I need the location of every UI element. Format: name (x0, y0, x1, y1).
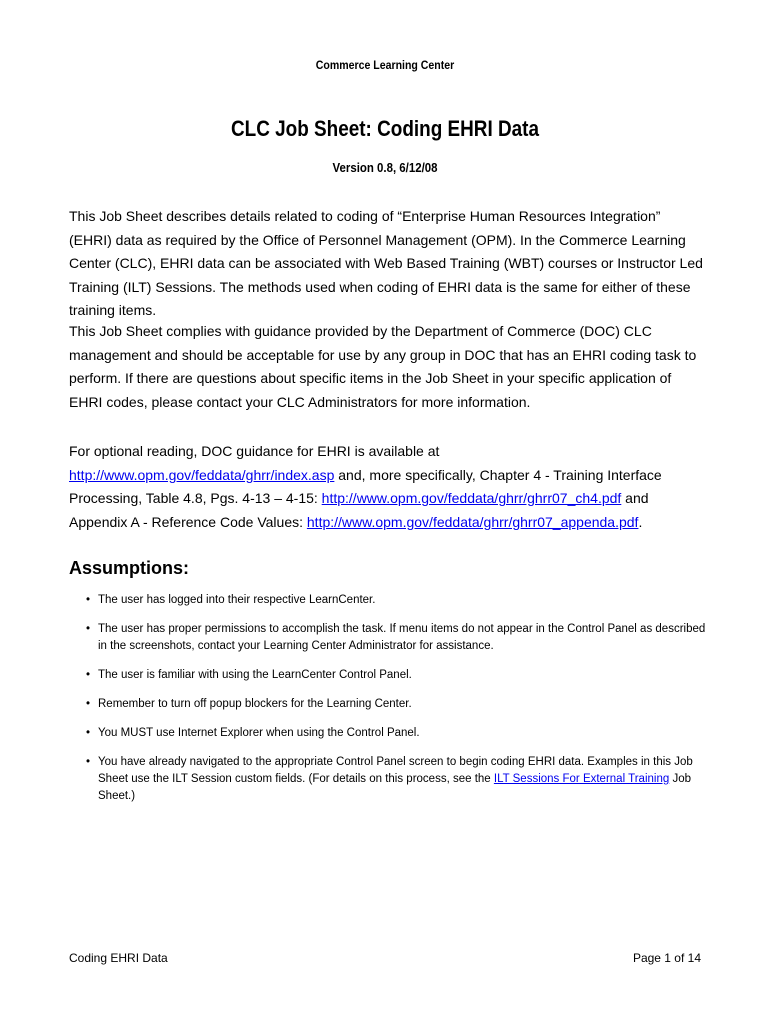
p3-text-3: and Appendix A - Reference Code Values: (69, 490, 649, 530)
intro-paragraph: This Job Sheet describes details related to coding of “Enterprise Human Resources Integration” (EHRI) data as required by the Office of Personnel Management (OPM). In the Commerce Learning Center (CLC), EHRI data can be associated with Web Based Training (WBT) courses or Instructor Led Training (ILT) Sessions. The methods used when coding of EHRI data is the same for either of these training items. (69, 208, 703, 318)
p3-text-2: and, more specifically, Chapter 4 - Training Interface Processing, Table 4.8, Pgs. 4-13 – 4-15: (69, 466, 662, 506)
opm-index-link[interactable]: http://www.opm.gov/feddata/ghrr/index.asp (69, 466, 335, 483)
last-item-text-2: Job Sheet.) (98, 773, 691, 802)
last-item-text-1: You have already navigated to the appropriate Control Panel screen to begin coding EHRI data. Examples in this Job Sheet use the ILT Session custom fields. (For details on this process, see the (98, 756, 693, 785)
list-item: • The user is familiar with using the LearnCenter Control Panel. (86, 667, 706, 684)
p3-text-4: . (638, 513, 643, 530)
list-item: • The user has proper permissions to accomplish the task. If menu items do not appear in the Control Panel as described in the screenshots, contact your Learning Center Administrator for assistance. (86, 621, 706, 655)
version-line: Version 0.8, 6/12/08 (332, 160, 438, 175)
page-title: CLC Job Sheet: Coding EHRI Data (231, 116, 539, 141)
ilt-sessions-link[interactable]: ILT Sessions For External Training (493, 773, 670, 785)
opm-appendix-link[interactable]: http://www.opm.gov/feddata/ghrr/ghrr07_appenda.pdf (306, 513, 639, 530)
opm-ch4-link[interactable]: http://www.opm.gov/feddata/ghrr/ghrr07_ch4.pdf (321, 490, 622, 506)
footer-page-number: Page 1 of 14 (632, 951, 701, 965)
footer-doc-name: Coding EHRI Data (69, 951, 168, 965)
list-item: • The user has logged into their respective LearnCenter. (86, 592, 706, 609)
list-item: • You MUST use Internet Explorer when using the Control Panel. (86, 725, 706, 742)
optional-reading-paragraph (69, 440, 705, 534)
assumptions-heading: Assumptions: (69, 558, 190, 578)
list-item (86, 754, 706, 805)
compliance-paragraph: This Job Sheet complies with guidance provided by the Department of Commerce (DOC) CLC management and should be acceptable for use by any group in DOC that has an EHRI coding task to perform. If there are questions about specific items in the Job Sheet in your specific application of EHRI codes, please contact your CLC Administrators for more information. (69, 323, 697, 410)
list-item: • Remember to turn off popup blockers for the Learning Center. (86, 696, 706, 713)
assumptions-list (86, 592, 706, 817)
p3-text-1: For optional reading, DOC guidance for EHRI is available at (69, 443, 440, 459)
page-header: Commerce Learning Center (315, 58, 455, 72)
